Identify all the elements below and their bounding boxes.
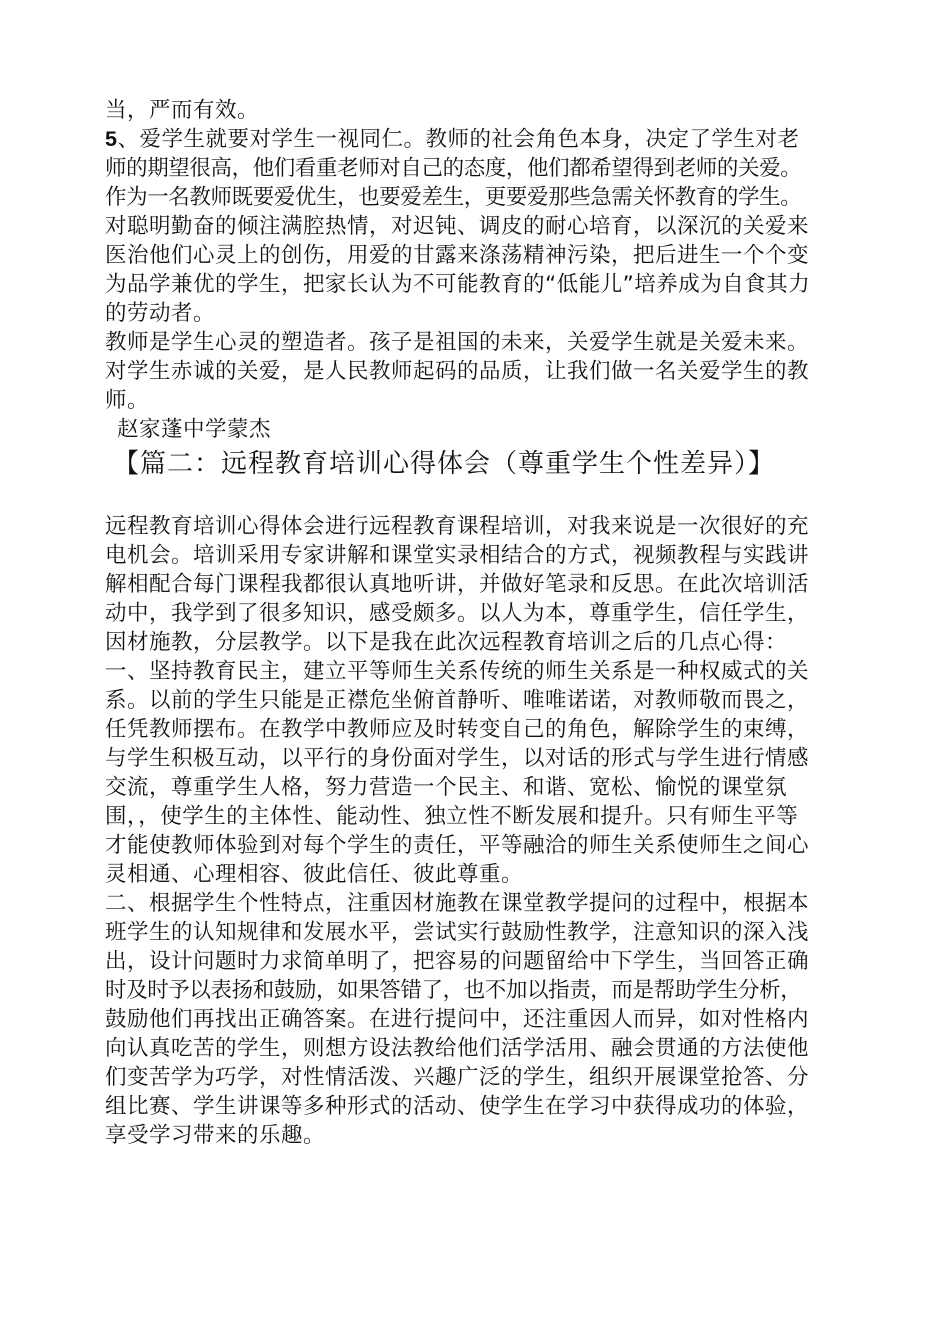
paragraph-line: 与学生积极互动，以平行的身份面对学生，以对话的形式与学生进行情感 <box>105 746 810 771</box>
paragraph-line: 的劳动者。 <box>105 301 216 326</box>
paragraph-line: 班学生的认知规律和发展水平，尝试实行鼓励性教学，注意知识的深入浅 <box>105 920 810 945</box>
point-number: 5 <box>105 127 118 151</box>
paragraph-line: 时及时予以表扬和鼓励，如果答错了，也不加以指责，而是帮助学生分析， <box>105 978 802 1003</box>
paragraph-line: 出，设计问题时力求简单明了，把容易的问题留给中下学生，当回答正确 <box>105 949 810 974</box>
author-signature: 赵家蓬中学蒙杰 <box>117 417 272 442</box>
paragraph-line: 作为一名教师既要爱优生，也要爱差生，更要爱那些急需关怀教育的学生。 <box>105 185 802 210</box>
paragraph-line: 鼓励他们再找出正确答案。在进行提问中，还注重因人而异，如对性格内 <box>105 1007 810 1032</box>
paragraph-line: 对聪明勤奋的倾注满腔热情，对迟钝、调皮的耐心培育，以深沉的关爱来 <box>105 214 810 239</box>
spacer <box>105 482 895 512</box>
paragraph-line: 师。 <box>105 388 150 413</box>
paragraph-line: 任凭教师摆布。在教学中教师应及时转变自己的角色，解除学生的束缚， <box>105 717 810 742</box>
paragraph-line: 一、坚持教育民主，建立平等师生关系传统的师生关系是一种权威式的关 <box>105 659 810 684</box>
paragraph-line: 因材施教，分层教学。以下是我在此次远程教育培训之后的几点心得： <box>105 630 788 655</box>
section-heading: 【篇二：远程教育培训心得体会（尊重学生个性差异）】 <box>113 449 776 479</box>
paragraph-line: 远程教育培训心得体会进行远程教育课程培训，对我来说是一次很好的充 <box>105 514 810 539</box>
paragraph-line: 当，严而有效。 <box>105 98 260 123</box>
paragraph-line: 动中，我学到了很多知识，感受颇多。以人为本，尊重学生，信任学生， <box>105 601 810 626</box>
paragraph-line: 灵相通、心理相容、彼此信任、彼此尊重。 <box>105 862 524 887</box>
point-text: 、爱学生就要对学生一视同仁。教师的社会角色本身，决定了学生对老 <box>117 127 800 152</box>
paragraph-line: 对学生赤诚的关爱，是人民教师起码的品质，让我们做一名关爱学生的教 <box>105 359 810 384</box>
paragraph-line: 围，，使学生的主体性、能动性、独立性不断发展和提升。只有师生平等 <box>105 804 799 829</box>
paragraph-line: 们变苦学为巧学，对性情活泼、兴趣广泛的学生，组织开展课堂抢答、分 <box>105 1065 810 1090</box>
paragraph-line: 医治他们心灵上的创伤，用爱的甘露来涤荡精神污染，把后进生一个个变 <box>105 243 810 268</box>
paragraph-line: 为品学兼优的学生，把家长认为不可能教育的“低能儿”培养成为自食其力 <box>105 272 811 297</box>
paragraph-line: 享受学习带来的乐趣。 <box>105 1123 326 1148</box>
point-5-line <box>105 125 895 154</box>
paragraph-line: 系。以前的学生只能是正襟危坐俯首静听、唯唯诺诺，对教师敬而畏之， <box>105 688 810 713</box>
paragraph-line: 交流，尊重学生人格，努力营造一个民主、和谐、宽松、愉悦的课堂氛 <box>105 775 788 800</box>
paragraph-line: 师的期望很高，他们看重老师对自己的态度，他们都希望得到老师的关爱。 <box>105 156 802 181</box>
paragraph-line: 向认真吃苦的学生，则想方设法教给他们活学活用、融会贯通的方法使他 <box>105 1036 810 1061</box>
paragraph-line: 教师是学生心灵的塑造者。孩子是祖国的未来，关爱学生就是关爱未来。 <box>105 330 810 355</box>
document-body <box>105 96 895 1150</box>
paragraph-line: 才能使教师体验到对每个学生的责任，平等融洽的师生关系使师生之间心 <box>105 833 810 858</box>
paragraph-line: 组比赛、学生讲课等多种形式的活动、使学生在学习中获得成功的体验， <box>105 1094 810 1119</box>
paragraph-line: 电机会。培训采用专家讲解和课堂实录相结合的方式，视频教程与实践讲 <box>105 543 810 568</box>
paragraph-line: 解相配合每门课程我都很认真地听讲，并做好笔录和反思。在此次培训活 <box>105 572 810 597</box>
paragraph-line: 二、根据学生个性特点，注重因材施教在课堂教学提问的过程中，根据本 <box>105 891 810 916</box>
